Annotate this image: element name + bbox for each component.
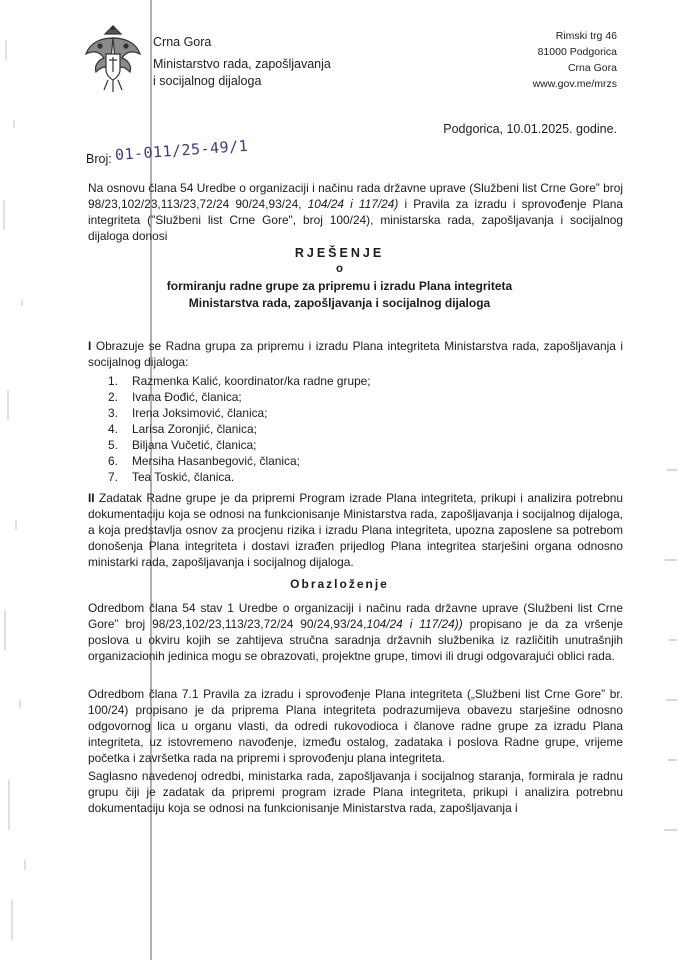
ministry-name-line2: i socijalnog dijaloga bbox=[153, 74, 262, 88]
intro-text-a: Na osnovu člana 54 Uredbe o organizaciji i načinu rada državne uprave (Službeni list Crne Gore” broj 98/23,102/23,113/23,72/24 90/24,93/24, bbox=[88, 181, 623, 211]
reference-number-handwritten: 01-011/25-49/1 bbox=[114, 136, 249, 164]
address-street: Rimski trg 46 bbox=[555, 30, 617, 42]
explanation-paragraph-2: Odredbom člana 7.1 Pravila za izradu i sprovođenje Plana integriteta („Službeni list Crne Gore” br. 100/24) propisano je da priprema Plana integriteta podrazumijeva obavezu starješine odnosno odgovornog lica u organu vlasti, da odredi rukovodioca i članove radne grupe za izradu Plana integriteta, uz istovremeno navođenje, između ostalog, zadataka i poslova Radne grupe, vrijeme početka i završetka rada na pripremi i sprovođenju plana integriteta. bbox=[88, 687, 623, 765]
members-list bbox=[108, 373, 371, 485]
list-item: 2. Ivana Đođić, članica; bbox=[108, 390, 242, 404]
list-item: 5. Biljana Vučetić, članica; bbox=[108, 438, 257, 452]
section-ii-text: Zadatak Radne grupe je da pripremi Program izrade Plana integriteta, prikupi i analizira potrebnu dokumentaciju koja se odnosi na funkcionisanje Ministarstva rada, zapošljavanja i socijalnog dijaloga, a koja predstavlja osnov za procjenu rizika i izradu Plana integriteta, upozna zaposlene sa potrebom donošenja Plana integriteta i dostavi izrađen prijedlog Plana integritea starješini organa odnosno ministarki rada, zapošljavanja i socijalnog dijaloga. bbox=[88, 491, 623, 569]
intro-text-italic: 104/24 i 117/24) bbox=[307, 197, 399, 211]
explanation-heading: Obrazloženje bbox=[290, 577, 389, 591]
section-i-text: Obrazuje se Radna grupa za pripremu i izradu Plana integriteta Ministarstva rada, zapošljavanja i socijalnog dijaloga: bbox=[88, 339, 623, 369]
decision-subtitle-line2: Ministarstva rada, zapošljavanja i socijalnog dijaloga bbox=[188, 296, 491, 310]
intro-paragraph bbox=[88, 180, 623, 244]
country-name: Crna Gora bbox=[153, 35, 212, 49]
explanation-paragraph-3: Saglasno navedenoj odredbi, ministarka rada, zapošljavanja i socijalnog staranja, formirala je radnu grupu čiji je zadatak da pripremi program izrade Plana integriteta, prikupi i analizira potrebnu dokumentaciju koja se odnosi na funkcionisanje Ministarstva rada, zapošljavanja i bbox=[88, 769, 623, 815]
intro-text-b: i Pravila za izradu i sprovođenje Plana integriteta ("Službeni list Crne Gore", broj 100/24), ministarska rada, zapošljavanja i socijalnog dijaloga donosi bbox=[88, 197, 623, 243]
explanation-paragraph-1: Odredbom člana 54 stav 1 Uredbe o organizaciji i načinu rada državne uprave (Službeni list Crne Gore” broj 98/23,102/23,113/23,72/24 90/24,93/24,104/24 i 117/24)) propisano je da za vršenje poslova u okviru kojih se zahtijeva stručna saradnja državnih službenika iz različitih unutrašnjih organizacionih jedinica mogu se obrazovati, projektne grupe, timovi ili drugi odgovarajući oblici rada. bbox=[88, 601, 623, 663]
montenegro-coat-of-arms-icon bbox=[82, 24, 144, 96]
ministry-name-line1: Ministarstvo rada, zapošljavanja bbox=[153, 57, 331, 71]
list-item: 1. Razmenka Kalić, koordinator/ka radne grupe; bbox=[108, 374, 371, 388]
address-city: 81000 Podgorica bbox=[537, 46, 617, 58]
address-country: Crna Gora bbox=[567, 62, 617, 74]
reference-number-label: Broj: bbox=[86, 152, 112, 166]
document-date: Podgorica, 10.01.2025. godine. bbox=[443, 122, 617, 136]
address-website-link[interactable]: www.gov.me/mrzs bbox=[532, 78, 617, 90]
decision-title: RJEŠENJE bbox=[294, 246, 385, 260]
list-item: 7. Tea Toskić, članica. bbox=[108, 470, 235, 484]
section-ii-number: II bbox=[88, 491, 95, 505]
list-item: 6. Mersiha Hasanbegović, članica; bbox=[108, 454, 300, 468]
section-i-paragraph bbox=[88, 338, 623, 370]
list-item: 3. Irena Joksimović, članica; bbox=[108, 406, 268, 420]
decision-title-o: o bbox=[335, 263, 344, 275]
scan-edge-noise-right bbox=[661, 0, 679, 960]
scan-edge-noise-left bbox=[0, 0, 40, 960]
list-item: 4. Larisa Zoronjić, članica; bbox=[108, 422, 257, 436]
section-i-number: I bbox=[88, 339, 92, 353]
section-ii-paragraph bbox=[88, 490, 623, 570]
decision-subtitle-line1: formiranju radne grupe za pripremu i izradu Plana integriteta bbox=[166, 279, 513, 293]
